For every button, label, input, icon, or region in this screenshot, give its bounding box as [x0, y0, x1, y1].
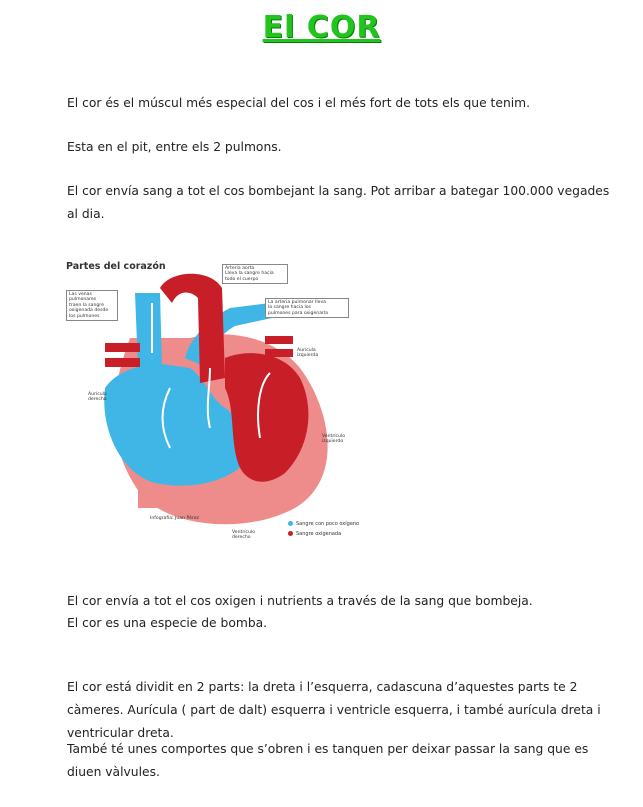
pulmonary-vein-left-2 — [105, 358, 140, 367]
label-right-atrium: Aurícula derecha — [88, 392, 107, 403]
superior-vena-cava — [135, 293, 162, 368]
pulmonary-vein-right-1 — [265, 336, 293, 344]
paragraph-chambers: El cor está dividit en 2 parts: la dreta i l’esquerra, cadascuna d’aquestes parts te 2 càmeres. Aurícula ( part de dalt) esquerra i ventricle esquerra, i també aurícula dreta i ventricular dreta. — [67, 680, 601, 740]
paragraph-valves: També té unes comportes que s’obren i es tanquen per deixar passar la sang que es diuen vàlvules. — [67, 742, 589, 779]
label-pulmonary-artery: La arteria pulmonar lleva la sangre hacia los pulmones para oxigenarla — [265, 298, 349, 318]
pulmonary-vein-right-2 — [265, 349, 293, 357]
label-right-ventricle: Ventrículo derecho — [232, 530, 256, 541]
figure-credit: Infografía: Juan Pérez — [150, 516, 199, 521]
page-title: El COR — [262, 10, 381, 45]
legend-blue-swatch — [288, 521, 293, 526]
figure-title: Partes del corazón — [66, 261, 166, 272]
paragraph-beats: El cor envía sang a tot el cos bombejant la sang. Pot arribar a bategar 100.000 vegades al dia. — [67, 184, 610, 221]
pulmonary-vein-left-1 — [105, 343, 140, 352]
label-left-ventricle: Ventrículo izquierdo — [322, 434, 346, 445]
paragraph-muscle: El cor és el múscul més especial del cos i el més fort de tots els que tenim. — [67, 96, 531, 110]
legend-oxygenated: Sangre oxigenada — [288, 531, 341, 537]
label-aorta: Arteria aorta Lleva la sangre hacia todo el cuerpo — [222, 264, 288, 284]
paragraph-oxygen: El cor envía a tot el cos oxigen i nutrients a través de la sang que bombeja. — [67, 594, 533, 608]
heart-diagram — [60, 258, 370, 553]
legend-low-oxygen: Sangre con poco oxígeno — [288, 521, 359, 527]
paragraph-pump: El cor es una especie de bomba. — [67, 616, 268, 630]
label-pulmonary-veins: Las venas pulmonares traen la sangre oxigenada desde los pulmones — [66, 290, 118, 321]
paragraph-location: Esta en el pit, entre els 2 pulmons. — [67, 140, 282, 154]
label-left-atrium: Aurícula izquierda — [297, 348, 319, 359]
legend-red-swatch — [288, 531, 293, 536]
